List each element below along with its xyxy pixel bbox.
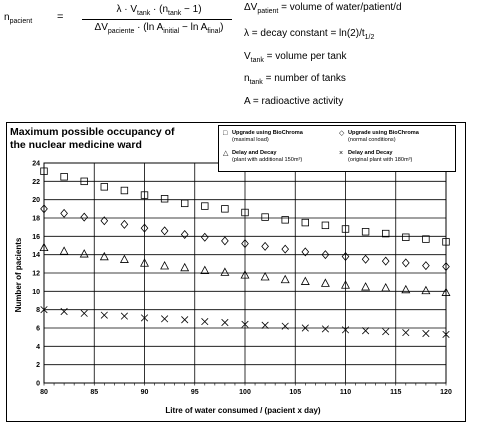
y-tick-label: 16	[32, 233, 40, 241]
x-tick-label: 90	[140, 389, 149, 396]
def-n-tank-a: n	[244, 73, 250, 84]
y-axis-label: Number of pacients	[14, 237, 23, 313]
diamond-marker-icon: ◇	[339, 130, 345, 137]
def-lambda-a: λ = decay constant = ln(2)/t	[244, 28, 365, 39]
def-n-tank-b: = number of tanks	[262, 73, 346, 84]
x-tick-label: 100	[239, 389, 251, 396]
legend-label: Delay and Decay	[348, 150, 393, 156]
num-sub-1: tank	[137, 10, 151, 17]
def-activity: A = radioactive activity	[244, 96, 344, 107]
legend-sublabel: (plant with additional 150m³)	[232, 157, 303, 163]
x-tick-label: 115	[390, 389, 402, 396]
def-delta-v-a: ΔV	[244, 2, 258, 13]
def-delta-v-b: = volume of water/patient/d	[278, 2, 402, 13]
den-sub-1: paciente	[107, 28, 135, 35]
chart-legend	[218, 125, 456, 172]
den-part-b: · (ln A	[134, 22, 164, 33]
x-marker-icon: ×	[339, 150, 344, 157]
x-tick-label: 120	[440, 389, 452, 396]
y-tick-label: 18	[32, 215, 40, 223]
y-tick-label: 12	[32, 270, 40, 278]
num-sub-2: tank	[168, 10, 182, 17]
legend-label: Delay and Decay	[232, 150, 277, 156]
formula-equals: =	[57, 11, 64, 23]
y-tick-label: 6	[36, 325, 40, 333]
def-v-tank-b: = volume per tank	[263, 51, 347, 62]
x-tick-label: 105	[289, 389, 302, 396]
formula-lhs-sub: pacient	[9, 18, 33, 25]
den-part-d: )	[220, 22, 224, 33]
y-tick-label: 22	[32, 178, 40, 186]
x-tick-label: 110	[339, 389, 352, 396]
def-n-tank-sub: tank	[249, 79, 263, 86]
y-tick-label: 20	[32, 197, 40, 205]
num-part-b: · (n	[150, 4, 169, 15]
legend-sublabel: (original plant with 180m³)	[348, 157, 413, 163]
den-part-c: − ln A	[179, 22, 208, 33]
def-delta-v-sub: patient	[257, 8, 279, 15]
triangle-marker-icon: △	[223, 150, 229, 157]
y-tick-label: 0	[36, 380, 40, 388]
chart-title-line-2: the nuclear medicine ward	[10, 139, 142, 151]
y-tick-label: 24	[32, 160, 40, 168]
axes	[44, 383, 446, 386]
y-tick-label: 8	[36, 307, 40, 315]
x-tick-label: 95	[190, 389, 199, 396]
y-tick-label: 14	[32, 252, 40, 260]
formula-lhs-main: n	[4, 12, 10, 23]
y-tick-label: 4	[36, 343, 40, 351]
chart-title-line-1: Maximum possible occupancy of	[10, 126, 175, 138]
legend-sublabel: (maximal load)	[232, 137, 269, 143]
legend-label: Upgrade using BioChroma	[348, 130, 419, 136]
x-tick-label: 85	[90, 389, 99, 396]
legend-label: Upgrade using BioChroma	[232, 130, 303, 136]
den-sub-2: initial	[163, 28, 180, 35]
num-part-a: λ · V	[116, 4, 137, 15]
chart-title	[10, 126, 210, 152]
y-tick-label: 2	[36, 362, 40, 370]
x-tick-label: 80	[40, 389, 48, 396]
legend-sublabel: (normal conditions)	[348, 137, 396, 143]
x-axis-label: Litre of water consumed / (pacient x day)	[165, 406, 321, 415]
den-part-a: ΔV	[94, 22, 108, 33]
den-sub-3: final	[207, 28, 221, 35]
y-tick-label: 10	[32, 288, 40, 296]
gridlines	[44, 163, 446, 383]
square-marker-icon: □	[223, 130, 228, 137]
def-lambda-sub: 1/2	[364, 34, 375, 41]
def-v-tank-sub: tank	[250, 57, 264, 64]
def-v-tank-a: V	[244, 51, 251, 62]
num-part-c: − 1)	[181, 4, 202, 15]
